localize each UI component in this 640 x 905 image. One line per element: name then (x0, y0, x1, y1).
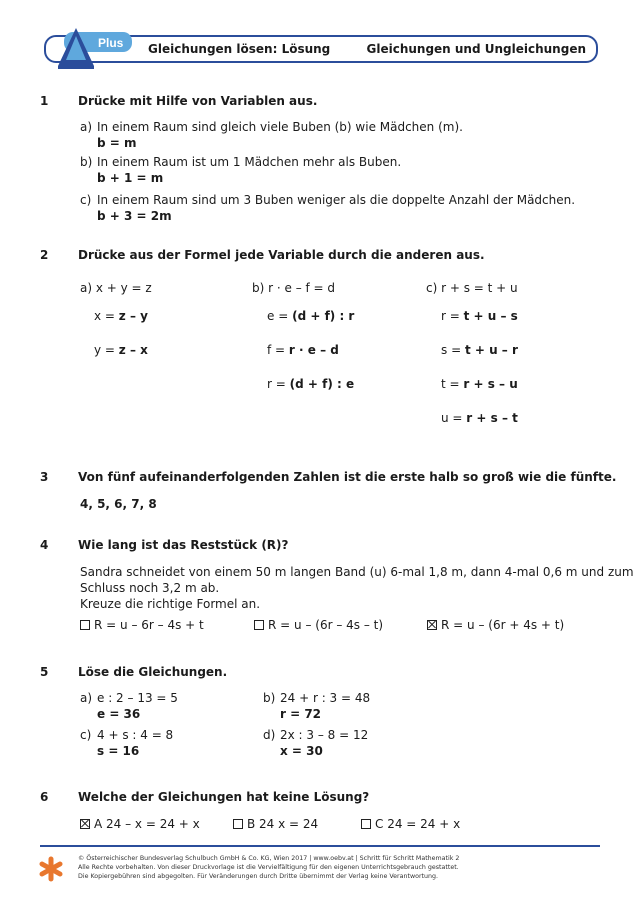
task-2a-row: y = z – x (94, 343, 148, 357)
task-6-option[interactable]: A 24 – x = 24 + x (80, 816, 200, 832)
task-2c-row: u = r + s – t (441, 411, 518, 425)
checkbox-icon[interactable] (361, 819, 371, 829)
footer-line: © Österreichischer Bundesverlag Schulbuch GmbH & Co. KG, Wien 2017 | www.oebv.at | Schritt für Schritt Mathematik 2 (78, 855, 460, 862)
task-2b-row: f = r · e – d (267, 343, 339, 357)
task-4-question: Wie lang ist das Reststück (R)? (78, 538, 289, 552)
checkbox-icon[interactable] (254, 620, 264, 630)
task-3-question: Von fünf aufeinanderfolgenden Zahlen ist die erste halb so groß wie die fünfte. (78, 470, 617, 484)
task-1a-letter: a) (80, 120, 93, 134)
task-1b-text: In einem Raum ist um 1 Mädchen mehr als Buben. (97, 155, 402, 169)
task-1a-text: In einem Raum sind gleich viele Buben (b) wie Mädchen (m). (97, 120, 463, 134)
task-4-number: 4 (40, 538, 49, 552)
task-5c-answer: s = 16 (97, 744, 140, 758)
task-5a-letter: a) (80, 691, 93, 705)
task-4-instruction: Kreuze die richtige Formel an. (80, 597, 261, 611)
task-6-option[interactable]: B 24 x = 24 (233, 816, 318, 832)
checkbox-icon[interactable] (80, 620, 90, 630)
task-3-number: 3 (40, 470, 49, 484)
task-1-number: 1 (40, 94, 49, 108)
task-6-question: Welche der Gleichungen hat keine Lösung? (78, 790, 370, 804)
task-5c-letter: c) (80, 728, 92, 742)
task-4-text-line: Schluss noch 3,2 m ab. (80, 581, 220, 595)
task-2b-row: r = (d + f) : e (267, 377, 355, 391)
task-2-question: Drücke aus der Formel jede Variable durch die anderen aus. (78, 248, 485, 262)
task-2c-row: t = r + s – u (441, 377, 518, 391)
logo-label: Plus (98, 36, 124, 50)
task-2c-row: s = t + u – r (441, 343, 518, 357)
task-3-answer: 4, 5, 6, 7, 8 (80, 497, 157, 511)
task-2-number: 2 (40, 248, 49, 262)
task-6-option[interactable]: C 24 = 24 + x (361, 816, 460, 832)
task-1a-answer: b = m (97, 136, 137, 150)
publisher-asterisk-icon (38, 856, 64, 882)
page-title: Gleichungen lösen: Lösung (148, 42, 331, 56)
task-4-option[interactable]: R = u – (6r – 4s – t) (254, 617, 383, 633)
task-1c-text: In einem Raum sind um 3 Buben weniger als die doppelte Anzahl der Mädchen. (97, 193, 576, 207)
task-2a-row: x = z – y (94, 309, 148, 323)
task-2b-head: b) r · e – f = d (252, 281, 336, 295)
task-1c-answer: b + 3 = 2m (97, 209, 172, 223)
task-5a-answer: e = 36 (97, 707, 141, 721)
task-1b-answer: b + 1 = m (97, 171, 164, 185)
chapter-title: Gleichungen und Ungleichungen (366, 42, 586, 56)
task-6-number: 6 (40, 790, 49, 804)
task-4-option[interactable]: R = u – (6r + 4s + t) (427, 617, 564, 633)
task-5d-answer: x = 30 (280, 744, 323, 758)
task-1c-letter: c) (80, 193, 92, 207)
task-5b-letter: b) (263, 691, 276, 705)
task-1b-letter: b) (80, 155, 93, 169)
checked-checkbox-icon[interactable] (427, 620, 437, 630)
checkbox-icon[interactable] (233, 819, 243, 829)
footer-copyright (78, 854, 459, 881)
task-5b-answer: r = 72 (280, 707, 322, 721)
task-2a-head: a) x + y = z (80, 281, 152, 295)
task-5b-equation: 24 + r : 3 = 48 (280, 691, 371, 705)
footer-line: Die Kopiergebühren sind abgegolten. Für Veränderungen durch Dritte übernimmt der Verlag keine Verantwortung. (78, 873, 438, 880)
task-4-option[interactable]: R = u – 6r – 4s + t (80, 617, 204, 633)
footer-divider (40, 845, 600, 847)
checked-checkbox-icon[interactable] (80, 819, 90, 829)
task-2c-row: r = t + u – s (441, 309, 518, 323)
task-5-question: Löse die Gleichungen. (78, 665, 228, 679)
task-5-number: 5 (40, 665, 49, 679)
plus-logo-icon (54, 26, 132, 70)
task-4-text-line: Sandra schneidet von einem 50 m langen Band (u) 6-mal 1,8 m, dann 4-mal 0,6 m und zum (80, 565, 634, 579)
task-2c-head: c) r + s = t + u (426, 281, 518, 295)
task-5d-equation: 2x : 3 – 8 = 12 (280, 728, 369, 742)
task-5d-letter: d) (263, 728, 276, 742)
task-5a-equation: e : 2 – 13 = 5 (97, 691, 178, 705)
footer-line: Alle Rechte vorbehalten. Von dieser Druckvorlage ist die Vervielfältigung für den eigenen Unterrichtsgebrauch gestattet. (78, 864, 459, 871)
task-5c-equation: 4 + s : 4 = 8 (97, 728, 174, 742)
task-2b-row: e = (d + f) : r (267, 309, 355, 323)
task-1-question: Drücke mit Hilfe von Variablen aus. (78, 94, 318, 108)
